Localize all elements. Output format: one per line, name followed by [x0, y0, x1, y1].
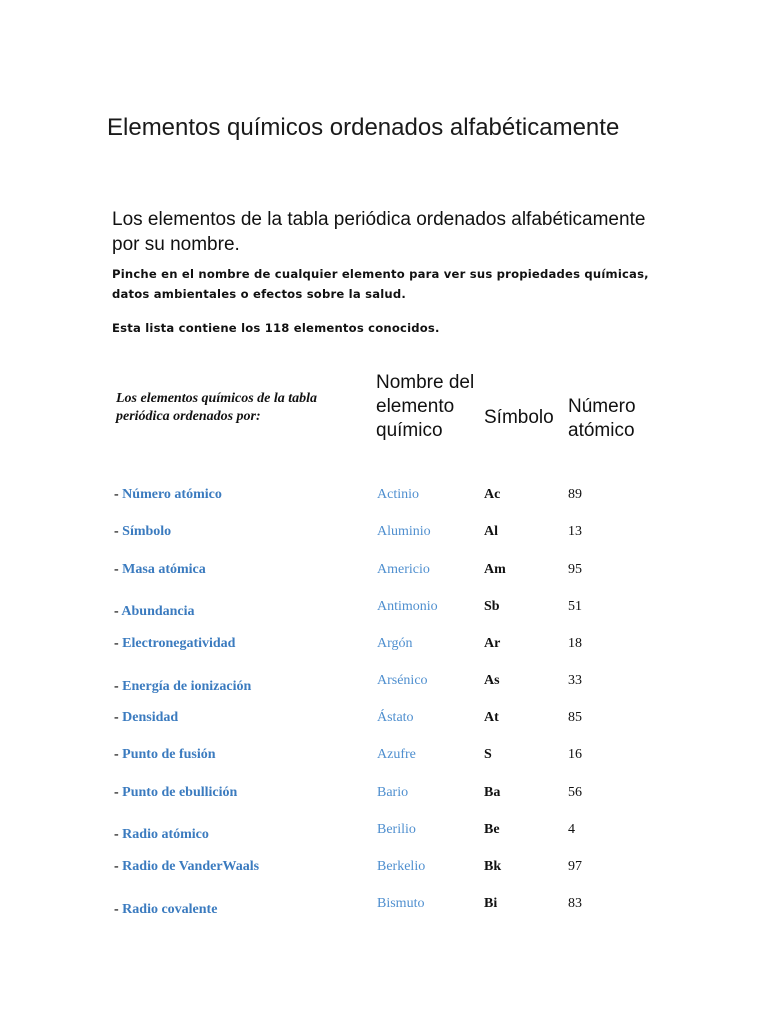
element-symbol: Ar: [484, 636, 501, 651]
sort-link-simbolo[interactable]: [114, 523, 171, 541]
sort-link-label: Punto de fusión: [122, 747, 216, 762]
list-dash: -: [114, 785, 123, 800]
sort-link-punto-ebullicion[interactable]: [114, 784, 237, 802]
element-number: 97: [568, 859, 582, 874]
element-symbol: Bk: [484, 859, 502, 874]
sort-link-punto-fusion[interactable]: [114, 746, 216, 764]
element-symbol: Ba: [484, 785, 501, 800]
list-dash: -: [114, 859, 123, 874]
list-dash: -: [114, 487, 123, 502]
sort-link-label: Energía de ionización: [122, 679, 252, 694]
list-dash: -: [114, 562, 123, 577]
element-number: 16: [568, 747, 582, 762]
sort-link-label: Masa atómica: [122, 562, 206, 577]
list-dash: -: [114, 636, 123, 651]
element-number: 83: [568, 896, 582, 911]
sort-intro: Los elementos químicos de la tabla periódica ordenados por:: [116, 391, 318, 424]
element-symbol: Ac: [484, 487, 501, 502]
element-symbol: As: [484, 673, 500, 688]
instructions-text: Pinche en el nombre de cualquier elemento para ver sus propiedades químicas, datos ambientales o efectos sobre la salud.: [112, 267, 649, 301]
column-header-number: Número atómico: [568, 396, 636, 441]
column-header-symbol: Símbolo: [484, 407, 554, 428]
sort-link-numero-atomico[interactable]: [114, 486, 222, 504]
element-name-link[interactable]: Aluminio: [377, 524, 431, 539]
element-name-link[interactable]: Berkelio: [377, 859, 426, 874]
list-dash: -: [114, 747, 123, 762]
sort-link-label: Electronegatividad: [122, 636, 236, 651]
sort-link-label: Densidad: [122, 710, 179, 725]
element-name-link[interactable]: Americio: [377, 562, 430, 577]
sort-link-label: Punto de ebullición: [122, 785, 238, 800]
sort-link-label: Número atómico: [122, 487, 222, 502]
element-name-link[interactable]: Berilio: [377, 822, 416, 837]
element-symbol: S: [484, 747, 492, 762]
element-symbol: At: [484, 710, 499, 725]
sort-link-radio-vanderwaals[interactable]: [114, 858, 259, 876]
element-name-link[interactable]: Ástato: [377, 710, 414, 725]
element-number: 13: [568, 524, 582, 539]
element-name-link[interactable]: Bario: [377, 785, 409, 800]
list-dash: -: [114, 710, 123, 725]
sort-link-label: Radio de VanderWaals: [122, 859, 260, 874]
element-symbol: Be: [484, 822, 500, 837]
sort-link-radio-atomico[interactable]: [114, 826, 209, 844]
element-number: 51: [568, 599, 582, 614]
element-name-link[interactable]: Arsénico: [377, 673, 428, 688]
element-symbol: Al: [484, 524, 498, 539]
element-number: 33: [568, 673, 582, 688]
element-name-link[interactable]: Actinio: [377, 487, 419, 502]
element-number: 18: [568, 636, 582, 651]
element-name-link[interactable]: Antimonio: [377, 599, 438, 614]
element-number: 89: [568, 487, 582, 502]
page-subtitle: Los elementos de la tabla periódica ordenados alfabéticamente por su nombre.: [112, 209, 646, 255]
element-name-link[interactable]: Argón: [377, 636, 413, 651]
element-number: 56: [568, 785, 582, 800]
sort-link-electronegatividad[interactable]: [114, 635, 235, 653]
element-symbol: Am: [484, 562, 506, 577]
count-note: Esta lista contiene los 118 elementos conocidos.: [112, 321, 440, 335]
element-name-link[interactable]: Azufre: [377, 747, 416, 762]
list-dash: -: [114, 827, 123, 842]
sort-link-abundancia[interactable]: [114, 603, 195, 621]
sort-link-label: Radio covalente: [122, 902, 218, 917]
sort-link-label: Radio atómico: [122, 827, 209, 842]
column-header-name: Nombre del elemento químico: [376, 372, 475, 441]
list-dash: -: [114, 679, 123, 694]
page-title: Elementos químicos ordenados alfabéticamente: [107, 114, 620, 141]
element-number: 95: [568, 562, 582, 577]
list-dash: -: [114, 524, 123, 539]
sort-link-masa-atomica[interactable]: [114, 561, 206, 579]
element-symbol: Sb: [484, 599, 500, 614]
list-dash: -: [114, 604, 122, 619]
list-dash: -: [114, 902, 123, 917]
element-symbol: Bi: [484, 896, 498, 911]
element-number: 4: [568, 822, 575, 837]
element-name-link[interactable]: Bismuto: [377, 896, 425, 911]
sort-link-radio-covalente[interactable]: [114, 901, 217, 919]
sort-link-energia-ionizacion[interactable]: [114, 678, 251, 696]
sort-link-densidad[interactable]: [114, 709, 178, 727]
sort-link-label: Abundancia: [121, 604, 195, 619]
element-number: 85: [568, 710, 582, 725]
sort-link-label: Símbolo: [122, 524, 172, 539]
